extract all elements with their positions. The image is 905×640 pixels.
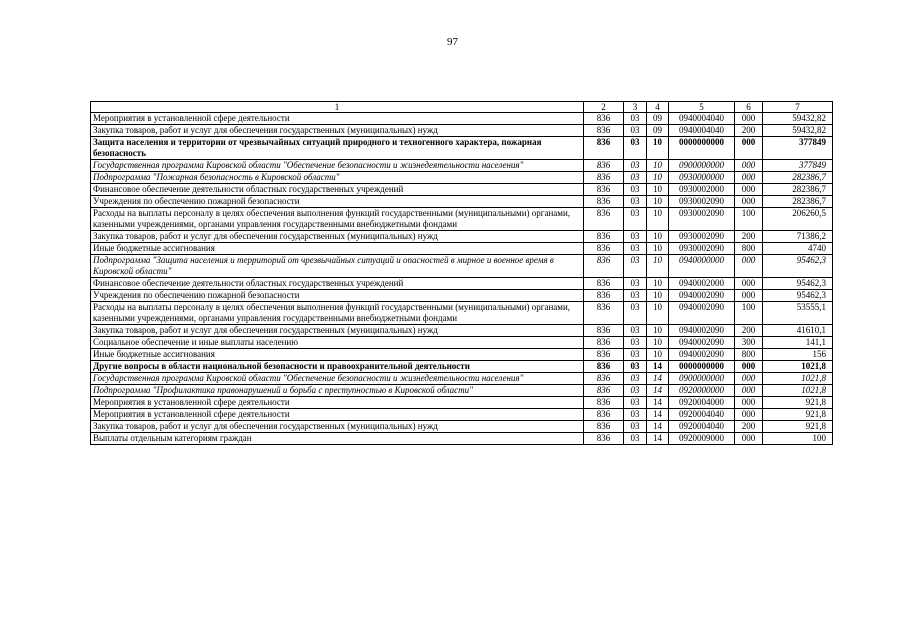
row-type-cell: 200 xyxy=(735,325,763,337)
table-row xyxy=(91,421,833,433)
row-amount-cell: 4740 xyxy=(763,243,833,255)
row-type-cell: 000 xyxy=(735,409,763,421)
table-row xyxy=(91,349,833,361)
table-row xyxy=(91,433,833,445)
row-target-cell: 0000000000 xyxy=(669,137,735,160)
header-cell: 4 xyxy=(647,102,669,113)
table-row xyxy=(91,208,833,231)
row-code-cell: 836 xyxy=(584,302,624,325)
row-target-cell: 0940002090 xyxy=(669,337,735,349)
row-code-cell: 836 xyxy=(584,421,624,433)
row-code-cell: 836 xyxy=(584,208,624,231)
row-section-cell: 03 xyxy=(624,433,647,445)
row-subsection-cell: 14 xyxy=(647,433,669,445)
row-target-cell: 0930002090 xyxy=(669,231,735,243)
row-name-cell: Закупка товаров, работ и услуг для обеспечения государственных (муниципальных) нужд xyxy=(91,421,584,433)
row-target-cell: 0920004000 xyxy=(669,397,735,409)
row-type-cell: 000 xyxy=(735,385,763,397)
table-row xyxy=(91,409,833,421)
row-section-cell: 03 xyxy=(624,373,647,385)
row-subsection-cell: 10 xyxy=(647,278,669,290)
row-code-cell: 836 xyxy=(584,385,624,397)
row-code-cell: 836 xyxy=(584,397,624,409)
row-type-cell: 000 xyxy=(735,361,763,373)
row-code-cell: 836 xyxy=(584,409,624,421)
row-section-cell: 03 xyxy=(624,196,647,208)
row-code-cell: 836 xyxy=(584,113,624,125)
row-name-cell: Защита населения и территории от чрезвычайных ситуаций природного и техногенного характера, пожарная безопасность xyxy=(91,137,584,160)
row-subsection-cell: 09 xyxy=(647,125,669,137)
row-section-cell: 03 xyxy=(624,125,647,137)
row-amount-cell: 282386,7 xyxy=(763,196,833,208)
row-amount-cell: 206260,5 xyxy=(763,208,833,231)
row-amount-cell: 95462,3 xyxy=(763,255,833,278)
table-row xyxy=(91,243,833,255)
row-subsection-cell: 10 xyxy=(647,337,669,349)
row-subsection-cell: 14 xyxy=(647,421,669,433)
row-type-cell: 000 xyxy=(735,172,763,184)
row-subsection-cell: 14 xyxy=(647,361,669,373)
row-target-cell: 0000000000 xyxy=(669,361,735,373)
row-code-cell: 836 xyxy=(584,160,624,172)
table-row xyxy=(91,397,833,409)
table-row xyxy=(91,337,833,349)
row-target-cell: 0920004040 xyxy=(669,421,735,433)
table-row xyxy=(91,325,833,337)
row-amount-cell: 377849 xyxy=(763,160,833,172)
row-type-cell: 300 xyxy=(735,337,763,349)
table-row xyxy=(91,278,833,290)
row-type-cell: 100 xyxy=(735,302,763,325)
row-type-cell: 000 xyxy=(735,184,763,196)
row-subsection-cell: 10 xyxy=(647,255,669,278)
row-type-cell: 000 xyxy=(735,113,763,125)
table-row xyxy=(91,113,833,125)
row-amount-cell: 59432,82 xyxy=(763,113,833,125)
row-name-cell: Государственная программа Кировской области "Обеспечение безопасности и жизнедеятельности населения" xyxy=(91,373,584,385)
row-amount-cell: 1021,8 xyxy=(763,385,833,397)
table-row xyxy=(91,373,833,385)
table-body xyxy=(91,102,833,445)
row-code-cell: 836 xyxy=(584,172,624,184)
row-name-cell: Другие вопросы в области национальной безопасности и правоохранительной деятельности xyxy=(91,361,584,373)
row-amount-cell: 282386,7 xyxy=(763,172,833,184)
row-section-cell: 03 xyxy=(624,290,647,302)
row-target-cell: 0930002090 xyxy=(669,196,735,208)
row-section-cell: 03 xyxy=(624,302,647,325)
page-number: 97 xyxy=(447,36,458,48)
row-type-cell: 000 xyxy=(735,397,763,409)
row-type-cell: 200 xyxy=(735,125,763,137)
row-target-cell: 0940002090 xyxy=(669,302,735,325)
row-code-cell: 836 xyxy=(584,349,624,361)
row-section-cell: 03 xyxy=(624,409,647,421)
row-section-cell: 03 xyxy=(624,137,647,160)
row-name-cell: Расходы на выплаты персоналу в целях обеспечения выполнения функций государственными (муниципальными) органами, казенными учреждениями, органами управления государственными внебюджетными фондами xyxy=(91,208,584,231)
row-target-cell: 0900000000 xyxy=(669,160,735,172)
row-name-cell: Закупка товаров, работ и услуг для обеспечения государственных (муниципальных) нужд xyxy=(91,125,584,137)
row-section-cell: 03 xyxy=(624,243,647,255)
row-target-cell: 0940004040 xyxy=(669,113,735,125)
table-row xyxy=(91,231,833,243)
row-amount-cell: 1021,8 xyxy=(763,373,833,385)
row-amount-cell: 1021,8 xyxy=(763,361,833,373)
row-amount-cell: 156 xyxy=(763,349,833,361)
row-subsection-cell: 10 xyxy=(647,196,669,208)
row-amount-cell: 95462,3 xyxy=(763,278,833,290)
row-amount-cell: 377849 xyxy=(763,137,833,160)
table-row xyxy=(91,137,833,160)
row-type-cell: 000 xyxy=(735,290,763,302)
header-cell: 6 xyxy=(735,102,763,113)
row-code-cell: 836 xyxy=(584,361,624,373)
row-amount-cell: 53555,1 xyxy=(763,302,833,325)
row-code-cell: 836 xyxy=(584,196,624,208)
row-subsection-cell: 10 xyxy=(647,231,669,243)
row-amount-cell: 71386,2 xyxy=(763,231,833,243)
row-type-cell: 800 xyxy=(735,349,763,361)
row-code-cell: 836 xyxy=(584,184,624,196)
row-type-cell: 000 xyxy=(735,373,763,385)
row-code-cell: 836 xyxy=(584,433,624,445)
row-amount-cell: 921,8 xyxy=(763,421,833,433)
row-subsection-cell: 14 xyxy=(647,397,669,409)
row-subsection-cell: 10 xyxy=(647,290,669,302)
row-amount-cell: 95462,3 xyxy=(763,290,833,302)
row-subsection-cell: 10 xyxy=(647,302,669,325)
row-target-cell: 0930002090 xyxy=(669,208,735,231)
row-amount-cell: 921,8 xyxy=(763,397,833,409)
row-section-cell: 03 xyxy=(624,113,647,125)
row-subsection-cell: 10 xyxy=(647,325,669,337)
row-section-cell: 03 xyxy=(624,231,647,243)
row-name-cell: Выплаты отдельным категориям граждан xyxy=(91,433,584,445)
row-target-cell: 0940002090 xyxy=(669,290,735,302)
row-name-cell: Подпрограмма "Защита населения и территорий от чрезвычайных ситуаций и опасностей в мирное и военное время в Кировской области" xyxy=(91,255,584,278)
row-name-cell: Учреждения по обеспечению пожарной безопасности xyxy=(91,196,584,208)
row-name-cell: Социальное обеспечение и иные выплаты населению xyxy=(91,337,584,349)
table-header-row xyxy=(91,102,833,113)
table-row xyxy=(91,385,833,397)
row-amount-cell: 921,8 xyxy=(763,409,833,421)
row-subsection-cell: 09 xyxy=(647,113,669,125)
table-row xyxy=(91,196,833,208)
row-amount-cell: 41610,1 xyxy=(763,325,833,337)
row-target-cell: 0930000000 xyxy=(669,172,735,184)
row-code-cell: 836 xyxy=(584,255,624,278)
row-name-cell: Закупка товаров, работ и услуг для обеспечения государственных (муниципальных) нужд xyxy=(91,325,584,337)
row-section-cell: 03 xyxy=(624,184,647,196)
row-name-cell: Мероприятия в установленной сфере деятельности xyxy=(91,397,584,409)
row-type-cell: 000 xyxy=(735,255,763,278)
row-section-cell: 03 xyxy=(624,349,647,361)
row-name-cell: Расходы на выплаты персоналу в целях обеспечения выполнения функций государственными (муниципальными) органами, казенными учреждениями, органами управления государственными внебюджетными фондами xyxy=(91,302,584,325)
header-cell: 3 xyxy=(624,102,647,113)
row-section-cell: 03 xyxy=(624,361,647,373)
row-name-cell: Мероприятия в установленной сфере деятельности xyxy=(91,409,584,421)
row-code-cell: 836 xyxy=(584,290,624,302)
row-name-cell: Иные бюджетные ассигнования xyxy=(91,349,584,361)
row-name-cell: Мероприятия в установленной сфере деятельности xyxy=(91,113,584,125)
row-amount-cell: 100 xyxy=(763,433,833,445)
row-subsection-cell: 10 xyxy=(647,184,669,196)
row-name-cell: Подпрограмма "Пожарная безопасность в Кировской области" xyxy=(91,172,584,184)
row-name-cell: Учреждения по обеспечению пожарной безопасности xyxy=(91,290,584,302)
row-subsection-cell: 10 xyxy=(647,160,669,172)
row-code-cell: 836 xyxy=(584,373,624,385)
row-code-cell: 836 xyxy=(584,243,624,255)
table-row xyxy=(91,302,833,325)
row-subsection-cell: 14 xyxy=(647,373,669,385)
row-target-cell: 0930002000 xyxy=(669,184,735,196)
table-row xyxy=(91,160,833,172)
row-code-cell: 836 xyxy=(584,337,624,349)
row-target-cell: 0930002090 xyxy=(669,243,735,255)
row-subsection-cell: 10 xyxy=(647,349,669,361)
row-section-cell: 03 xyxy=(624,397,647,409)
header-cell: 1 xyxy=(91,102,584,113)
row-subsection-cell: 14 xyxy=(647,409,669,421)
row-code-cell: 836 xyxy=(584,278,624,290)
row-type-cell: 200 xyxy=(735,421,763,433)
header-cell: 7 xyxy=(763,102,833,113)
row-type-cell: 000 xyxy=(735,137,763,160)
row-subsection-cell: 10 xyxy=(647,208,669,231)
row-subsection-cell: 10 xyxy=(647,137,669,160)
row-section-cell: 03 xyxy=(624,385,647,397)
row-amount-cell: 59432,82 xyxy=(763,125,833,137)
row-section-cell: 03 xyxy=(624,160,647,172)
row-code-cell: 836 xyxy=(584,137,624,160)
table-row xyxy=(91,290,833,302)
table-row xyxy=(91,255,833,278)
row-type-cell: 800 xyxy=(735,243,763,255)
row-name-cell: Финансовое обеспечение деятельности областных государственных учреждений xyxy=(91,184,584,196)
header-cell: 5 xyxy=(669,102,735,113)
row-type-cell: 200 xyxy=(735,231,763,243)
row-code-cell: 836 xyxy=(584,125,624,137)
table-row xyxy=(91,125,833,137)
row-section-cell: 03 xyxy=(624,172,647,184)
table-row xyxy=(91,361,833,373)
row-type-cell: 000 xyxy=(735,278,763,290)
row-target-cell: 0940002000 xyxy=(669,278,735,290)
row-target-cell: 0940002090 xyxy=(669,349,735,361)
row-target-cell: 0940000000 xyxy=(669,255,735,278)
row-amount-cell: 141,1 xyxy=(763,337,833,349)
row-amount-cell: 282386,7 xyxy=(763,184,833,196)
row-subsection-cell: 10 xyxy=(647,243,669,255)
row-target-cell: 0900000000 xyxy=(669,373,735,385)
row-type-cell: 000 xyxy=(735,160,763,172)
row-name-cell: Иные бюджетные ассигнования xyxy=(91,243,584,255)
row-target-cell: 0920000000 xyxy=(669,385,735,397)
row-name-cell: Закупка товаров, работ и услуг для обеспечения государственных (муниципальных) нужд xyxy=(91,231,584,243)
row-code-cell: 836 xyxy=(584,325,624,337)
table-row xyxy=(91,172,833,184)
row-name-cell: Государственная программа Кировской области "Обеспечение безопасности и жизнедеятельности населения" xyxy=(91,160,584,172)
row-section-cell: 03 xyxy=(624,337,647,349)
row-type-cell: 100 xyxy=(735,208,763,231)
row-target-cell: 0920009000 xyxy=(669,433,735,445)
row-target-cell: 0940004040 xyxy=(669,125,735,137)
row-subsection-cell: 14 xyxy=(647,385,669,397)
row-section-cell: 03 xyxy=(624,325,647,337)
row-section-cell: 03 xyxy=(624,208,647,231)
row-target-cell: 0940002090 xyxy=(669,325,735,337)
row-section-cell: 03 xyxy=(624,421,647,433)
row-subsection-cell: 10 xyxy=(647,172,669,184)
row-type-cell: 000 xyxy=(735,433,763,445)
row-section-cell: 03 xyxy=(624,278,647,290)
table-row xyxy=(91,184,833,196)
row-name-cell: Финансовое обеспечение деятельности областных государственных учреждений xyxy=(91,278,584,290)
row-target-cell: 0920004040 xyxy=(669,409,735,421)
row-section-cell: 03 xyxy=(624,255,647,278)
budget-table xyxy=(90,101,833,445)
row-code-cell: 836 xyxy=(584,231,624,243)
row-type-cell: 000 xyxy=(735,196,763,208)
row-name-cell: Подпрограмма "Профилактика правонарушений и борьба с преступностью в Кировской области" xyxy=(91,385,584,397)
header-cell: 2 xyxy=(584,102,624,113)
